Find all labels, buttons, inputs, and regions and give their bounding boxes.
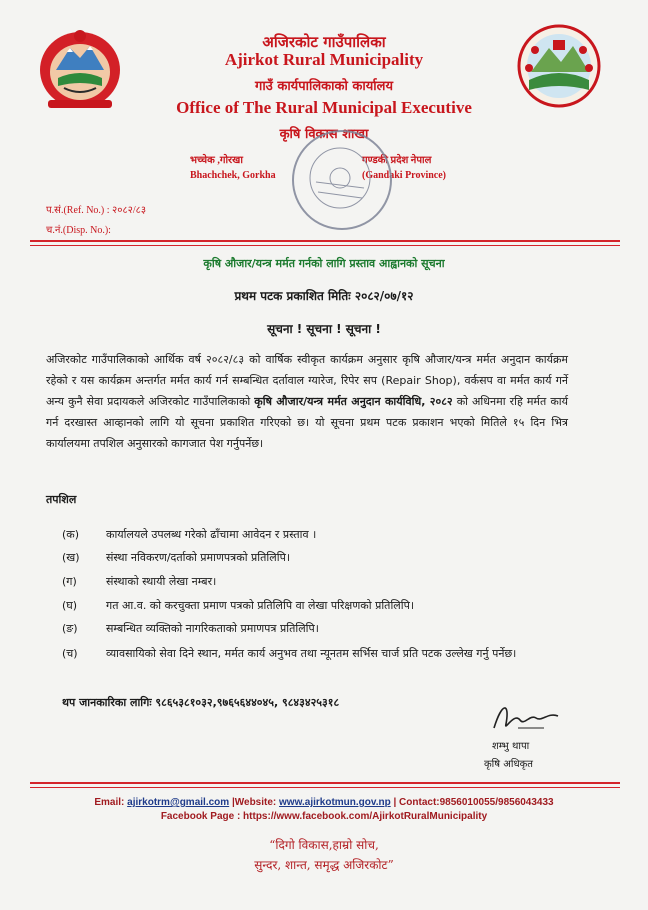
notice-subject: कृषि औजार/यन्त्र मर्मत गर्नको लागि प्रस्ताव आह्वानको सूचना: [203, 257, 445, 270]
email-link[interactable]: ajirkotrm@gmail.com: [127, 797, 230, 808]
location-left-english: Bhachchek, Gorkha: [190, 170, 276, 181]
notice-body-bold: कृषि औजार/यन्त्र मर्मत अनुदान कार्यविधि, २०८२: [254, 395, 453, 408]
office-stamp: [292, 130, 392, 230]
section-name: कृषि विकास शाखा: [279, 127, 369, 142]
publish-date: प्रथम पटक प्रकाशित मितिः २०८२/०७/१२: [234, 289, 414, 303]
notice-body-part2: को अधिनमा रहि मर्मत कार्य गर्न दरखास्त आव्हानको लागि यो सूचना प्रकाशित गरिएको छ। यो सूचना प्रथम पटक प्रकाशन भएको मितिले १५ दिन भित्र कार्यालयमा तपशिल अनुसारको कागजात पेश गर्नुपर्नेछ।: [46, 395, 568, 450]
location-right-english: (Gandaki Province): [362, 170, 446, 181]
office-name-english: Office of The Rural Municipal Executive: [176, 98, 472, 117]
motto-line-1: “दिगो विकास,हाम्रो सोच,: [269, 838, 379, 852]
footer-divider-thin: [30, 787, 620, 788]
list-item: संस्था नविकरण/दर्ताको प्रमाणपत्रको प्रतिलिपि।: [106, 551, 291, 564]
org-name-english: Ajirkot Rural Municipality: [224, 50, 424, 69]
location-left-nepali: भच्चेक ,गोरखा: [190, 155, 243, 166]
email-label: Email:: [94, 797, 125, 808]
notice-body-part1: अजिरकोट गाउँपालिकाको आर्थिक वर्ष २०८२/८३ को वार्षिक स्वीकृत कार्यक्रम अनुसार कृषि औजार/यन्त्र मर्मत अनुदान कार्यक्रम रहेको र यस कार्यक्रम अन्तर्गत मर्मत कार्य गर्न सम्बन्धित दर्तावाल ग्यारेज, रिपेर सप (Repair Shop), वर्कसप वा मर्मत कार्य गर्ने अन्य कुनै सेवा प्रदायकले अजिरकोट गाउँपालिकाको: [46, 353, 568, 408]
contact-phone: | Contact:9856010055/9856043433: [390, 797, 554, 808]
list-item-mark: (क): [62, 528, 80, 541]
list-item-mark: (च): [62, 647, 78, 660]
list-item: कार्यालयले उपलब्ध गरेको ढाँचामा आवेदन र प्रस्ताव ।: [106, 528, 317, 541]
org-name-nepali: अजिरकोट गाउँपालिका: [262, 33, 386, 51]
footer-contact-line: [0, 797, 648, 808]
list-title: तपशिल: [46, 493, 77, 506]
list-item: संस्थाको स्थायी लेखा नम्बर।: [106, 575, 217, 588]
header-divider: [30, 240, 620, 242]
reference-number: प.सं.(Ref. No.) : २०८२/८३: [46, 205, 147, 216]
motto-line-2: सुन्दर, शान्त, समृद्ध अजिरकोट”: [254, 858, 394, 872]
facebook-page[interactable]: Facebook Page : https://www.facebook.com/AjirkotRuralMunicipality: [160, 811, 488, 822]
list-item: व्यावसायिको सेवा दिने स्थान, मर्मत कार्य अनुभव तथा न्यूनतम सर्भिस चार्ज प्रति पटक उल्लेख गर्नु पर्नेछ।: [106, 647, 517, 660]
list-item-mark: (ङ): [62, 622, 78, 635]
signature: [488, 698, 568, 736]
list-item-mark: (ग): [62, 575, 77, 588]
office-name-nepali: गाउँ कार्यपालिकाको कार्यालय: [255, 79, 393, 94]
list-item-mark: (घ): [62, 599, 78, 612]
signatory-name: शम्भु थापा: [492, 741, 530, 752]
header-divider-thin: [30, 245, 620, 246]
list-item: गत आ.व. को करचुक्ता प्रमाण पत्रको प्रतिलिपि वा लेखा परिक्षणको प्रतिलिपि।: [106, 599, 415, 612]
website-label: |Website:: [229, 797, 277, 808]
notice-body: [46, 349, 568, 454]
contact-numbers: थप जानकारिका लागिः ९८६५३८१०३२,९७६५६४४०४५, ९८४३४२५३१८: [62, 696, 340, 709]
signatory-title: कृषि अधिकृत: [484, 759, 533, 770]
list-item-mark: (ख): [62, 551, 80, 564]
dispatch-number: च.नं.(Disp. No.):: [46, 225, 111, 236]
footer-divider: [30, 782, 620, 784]
location-right-nepali: गण्डकी प्रदेश नेपाल: [362, 155, 432, 166]
website-link[interactable]: www.ajirkotmun.gov.np: [279, 797, 391, 808]
list-item: सम्बन्धित व्यक्तिको नागरिकताको प्रमाणपत्र प्रतिलिपि।: [106, 622, 319, 635]
notice-alert: सूचना ! सूचना ! सूचना !: [267, 322, 381, 336]
